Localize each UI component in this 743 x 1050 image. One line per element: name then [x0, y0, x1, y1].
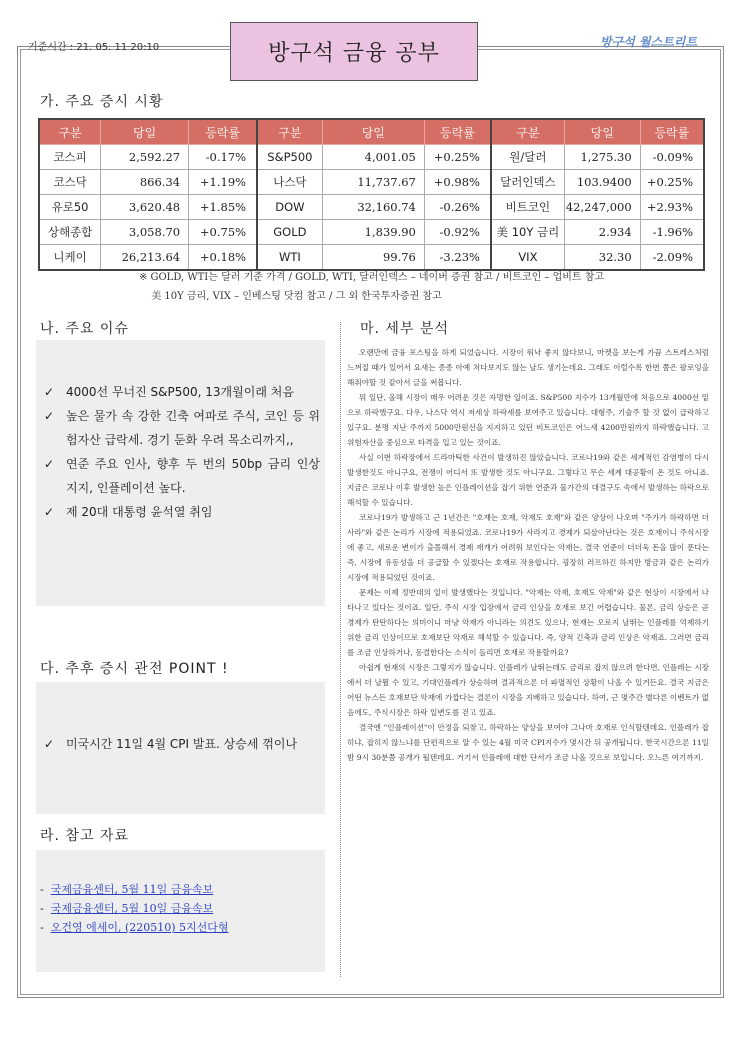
list-item [40, 918, 320, 937]
table-cell: 美 10Y 금리 [491, 220, 564, 245]
table-row [39, 170, 704, 195]
table-cell: 3,620.48 [101, 195, 189, 220]
table-cell: 유로50 [39, 195, 101, 220]
list-item [40, 880, 320, 899]
analysis-paragraph: 오랜만에 금융 포스팅을 하게 되었습니다. 시장이 워낙 좋지 않다보니, 마켓을 보는게 가끔 스트레스처럼 느껴질 때가 있어서 요새는 종종 아예 쳐다보지도 않는 날도 생기는데요. 그래도 이럴수록 한번 쯤은 팔로잉을 해줘야할 것 같아서 글을 써봅니다. [347, 348, 709, 387]
table-row [39, 195, 704, 220]
table-cell: 1,839.90 [322, 220, 424, 245]
col-header: 등락률 [189, 119, 257, 145]
table-cell: VIX [491, 245, 564, 271]
table-cell: 2.934 [564, 220, 640, 245]
blog-logo: 방구석 월스트리트 [600, 35, 697, 49]
table-cell: +0.18% [189, 245, 257, 271]
table-cell: DOW [257, 195, 322, 220]
table-cell: 32,160.74 [322, 195, 424, 220]
table-cell: +1.85% [189, 195, 257, 220]
market-table [38, 118, 705, 271]
table-cell: 11,737.67 [322, 170, 424, 195]
outlook-box [36, 682, 325, 814]
table-cell: 상해종합 [39, 220, 101, 245]
list-item [44, 380, 320, 404]
table-cell: 나스닥 [257, 170, 322, 195]
analysis-body [347, 345, 709, 765]
dash-icon: - [40, 921, 44, 934]
references-box [36, 850, 325, 972]
table-cell: -2.09% [640, 245, 704, 271]
market-table-header [39, 119, 704, 145]
table-cell: +0.98% [424, 170, 491, 195]
table-cell: +0.75% [189, 220, 257, 245]
col-header: 당일 [564, 119, 640, 145]
page-title: 방구석 금융 공부 [230, 22, 478, 81]
table-cell: S&P500 [257, 145, 322, 170]
outlook-section-title: 다. 추후 증시 관전 POINT ! [40, 661, 229, 677]
source-note-2: 美 10Y 금리, VIX – 인베스팅 닷컴 참고 / 그 외 한국투자증권 참고 [151, 291, 442, 302]
list-item [40, 899, 320, 918]
market-section-title: 가. 주요 증시 시황 [40, 94, 164, 110]
col-header: 등락률 [640, 119, 704, 145]
col-header: 구분 [39, 119, 101, 145]
table-cell: 32.30 [564, 245, 640, 271]
table-cell: 달러인덱스 [491, 170, 564, 195]
col-header: 구분 [257, 119, 322, 145]
reference-link[interactable]: 국제금융센터, 5월 11일 금융속보 [50, 883, 214, 896]
table-cell: +0.25% [640, 170, 704, 195]
table-cell: -3.23% [424, 245, 491, 271]
references-section-title: 라. 참고 자료 [40, 828, 129, 844]
check-icon: ✓ [44, 385, 55, 399]
dash-icon: - [40, 883, 44, 896]
list-item [44, 500, 320, 524]
table-cell: 1,275.30 [564, 145, 640, 170]
table-cell: 니케이 [39, 245, 101, 271]
table-cell: 866.34 [101, 170, 189, 195]
timestamp: 기준시간 : 21. 05. 11 20:10 [28, 42, 160, 53]
table-cell: 42,247,000 [564, 195, 640, 220]
table-cell: 26,213.64 [101, 245, 189, 271]
source-note-1: ※ GOLD, WTI는 달러 기준 가격 / GOLD, WTI, 달러인덱스 – 네이버 증권 참고 / 비트코인 – 업비트 참고 [138, 272, 605, 283]
column-divider [340, 322, 341, 977]
outlook-text: 미국시간 11일 4월 CPI 발표. 상승세 꺾이나 [66, 737, 298, 751]
col-header: 구분 [491, 119, 564, 145]
table-cell: 99.76 [322, 245, 424, 271]
list-item [44, 452, 320, 500]
analysis-paragraph: 사실 이번 하락장에서 드라마틱한 사건이 발생하진 않았습니다. 코로나19와 같은 세계적인 감염병이 다시 발생한것도 아니구요, 전쟁이 어디서 또 발생한 것도 아니구요. 그렇다고 무슨 세계 대공황이 온 것도 아니죠. 지금은 코로나 이후 발생한 높은 인플레이션을 잡기 위한 연준과 물가간의 대결구도 속에서 발생하는 하락으로 해석할 수 있습니다. [347, 453, 709, 507]
analysis-paragraph: 문제는 이제 정반대의 일이 발생했다는 것입니다. "악재는 악재, 호재도 악재"와 같은 현상이 시장에서 나타나고 있다는 것이죠. 일단, 주식 시장 입장에서 금리 인상을 호재로 보긴 어렵습니다. 물론, 금리 상승은 곧 경제가 탄탄하다는 의미이니 마냥 악재가 아니라는 의견도 있으나, 현재는 오로지 날뛰는 인플레를 억제하기 위한 금리 인상이므로 호재보단 악재로 해석할 수 있습니다. 즉, 양적 긴축과 금리 인상은 악재죠. 그러면 금리를 조금 인상하거나, 동결한다는 소식이 들리면 호재로 작용할까요? [347, 588, 709, 657]
table-cell: -0.26% [424, 195, 491, 220]
table-cell: 4,001.05 [322, 145, 424, 170]
table-cell: -0.17% [189, 145, 257, 170]
issues-section-title: 나. 주요 이슈 [40, 321, 129, 337]
issue-text: 4000선 무너진 S&P500, 13개월이래 처음 [66, 385, 294, 399]
issue-text: 높은 물가 속 강한 긴축 여파로 주식, 코인 등 위험자산 급락세. 경기 둔화 우려 목소리까지,, [66, 409, 320, 447]
check-icon: ✓ [44, 737, 55, 751]
analysis-paragraph: 아쉽게 현재의 시장은 그렇지가 않습니다. 인플레가 날뛰는데도 금리로 잡지 않으려 한다면, 인플레는 시장에서 더 날뛸 수 있고, 기대인플레가 상승하며 결과적으론 더 파멸적인 상황이 나올 수 있거든요. 결국 지금은 어떤 뉴스든 호재보단 악재에 가깝다는 결론이 시장을 지배하고 있습니다. 하여, 근 몇주간 별다른 이벤트가 없음에도, 주식시장은 하락 일변도를 걷고 있죠. [347, 663, 709, 717]
table-cell: WTI [257, 245, 322, 271]
table-cell: +1.19% [189, 170, 257, 195]
table-cell: 원/달러 [491, 145, 564, 170]
table-row [39, 145, 704, 170]
dash-icon: - [40, 902, 44, 915]
table-cell: 2,592.27 [101, 145, 189, 170]
col-header: 당일 [101, 119, 189, 145]
table-cell: -0.09% [640, 145, 704, 170]
table-cell: -0.92% [424, 220, 491, 245]
list-item [44, 404, 320, 452]
issue-text: 연준 주요 인사, 향후 두 번의 50bp 금리 인상 지지, 인플레이션 높다. [66, 457, 320, 495]
table-row [39, 220, 704, 245]
analysis-paragraph: 결국엔 "인플레이션"이 안정을 되찾고, 하락하는 양상을 보여야 그나마 호재로 인식할텐데요. 인플레가 잡히냐, 잡히지 않느냐를 단편적으로 알 수 있는 4월 미국 CPI지수가 몇시간 뒤 공개됩니다. 한국시간으론 11일 밤 9시 30분쯤 공개가 될텐데요. 거기서 인플레에 대한 단서가 조금 나올 것으로 보입니다. 오느른 여기까지. [347, 723, 709, 762]
check-icon: ✓ [44, 457, 55, 471]
analysis-paragraph: 뭐 일단, 올해 시장이 매우 어려운 것은 자명한 일이죠. S&P500 지수가 13개월만에 처음으로 4000선 밑으로 하락했구요. 다우, 나스닥 역시 저세상 하락세를 보여주고 있습니다. 대형주, 기술주 할 것 없이 급락하고 있구요. 분명 지난 주까지 5000만원선을 지지하고 있던 비트코인은 어느새 4200만원까지 하락했습니다. 고위험자산을 중심으로 타격을 입고 있는 것이죠. [347, 393, 709, 447]
table-cell: 3,058.70 [101, 220, 189, 245]
list-item [44, 732, 320, 756]
table-cell: 비트코인 [491, 195, 564, 220]
table-cell: +2.93% [640, 195, 704, 220]
col-header: 등락률 [424, 119, 491, 145]
table-cell: -1.96% [640, 220, 704, 245]
table-cell: 코스피 [39, 145, 101, 170]
analysis-section-title: 마. 세부 분석 [360, 321, 449, 337]
analysis-paragraph: 코로나19가 발생하고 근 1년간은 "호재는 호재, 악재도 호재"와 같은 양상이 나오며 "주가가 하락하면 더 사라"와 같은 논리가 시장에 적용되었죠. 코로나19가 사라지고 경제가 되살아난다는 것은 호재이니 주식시장에 좋고, 새로운 변이가 출몰해서 경제 재개가 어려워 보인다는 악재는, 결국 연준이 더더욱 돈을 많이 푼다는 즉, 시장에 유동성을 더 공급할 수 있겠다는 호재로 작용합니다. 굉장히 러프하긴 하지만 방금과 같은 논리가 시장에 적용되었던 것이죠. [347, 513, 709, 582]
issue-text: 제 20대 대통령 윤석열 취임 [66, 505, 213, 519]
table-cell: 103.9400 [564, 170, 640, 195]
table-row [39, 245, 704, 271]
reference-link[interactable]: 국제금융센터, 5월 10일 금융속보 [50, 902, 214, 915]
issues-box [36, 340, 325, 606]
table-cell: +0.25% [424, 145, 491, 170]
col-header: 당일 [322, 119, 424, 145]
reference-link[interactable]: 오건영 에세이, (220510) 5지선다형 [50, 921, 229, 934]
check-icon: ✓ [44, 505, 55, 519]
table-cell: 코스닥 [39, 170, 101, 195]
table-cell: GOLD [257, 220, 322, 245]
check-icon: ✓ [44, 409, 55, 423]
